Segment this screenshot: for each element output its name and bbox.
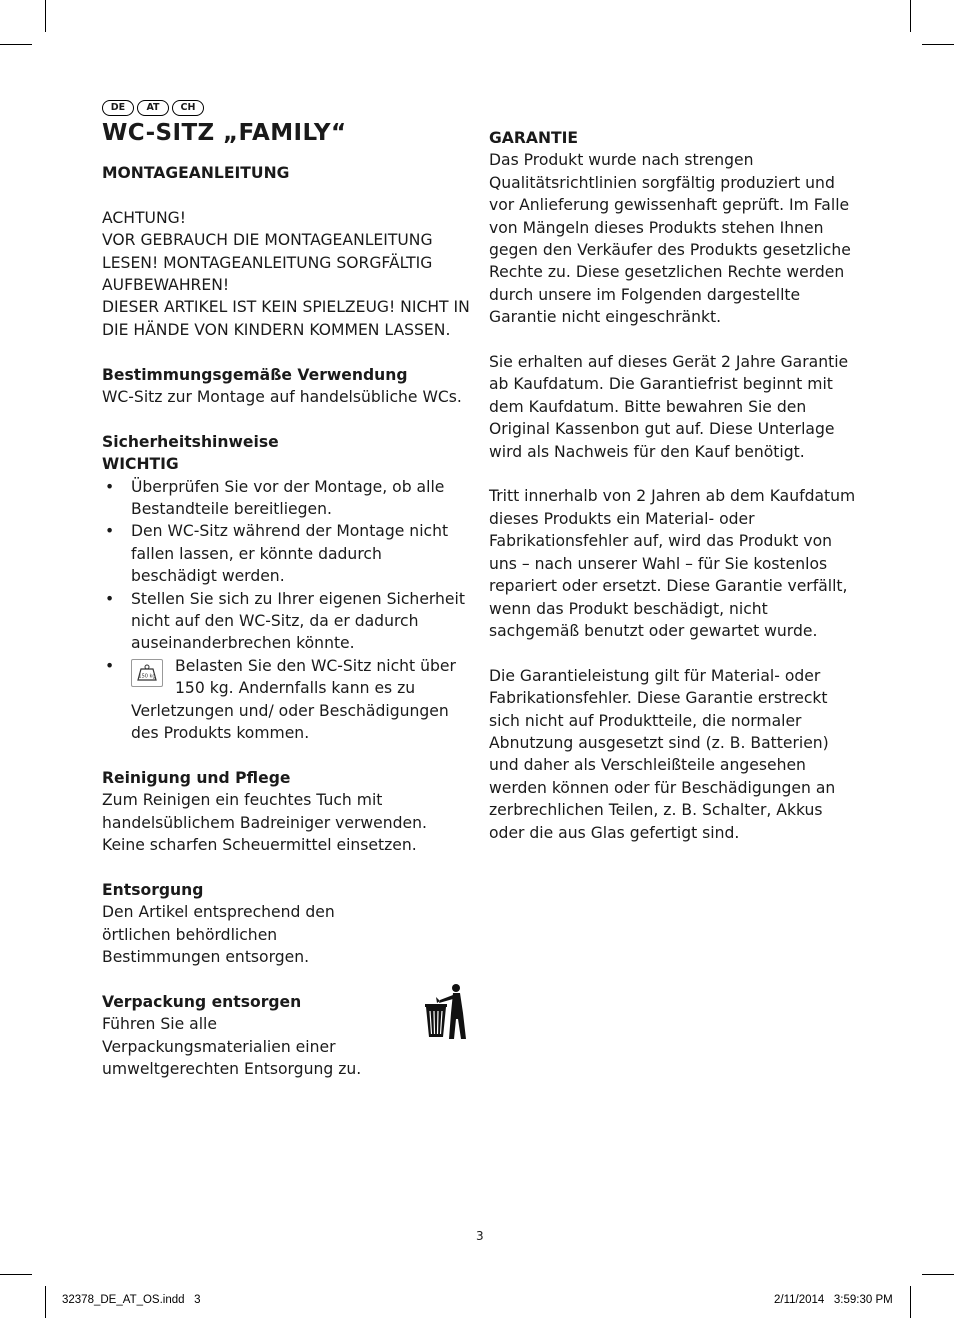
- packaging-text: Führen Sie alle Verpackungsmaterialien einer umweltgerechten Entsorgung zu.: [102, 1015, 362, 1079]
- cleaning-heading: Reinigung und Pflege: [102, 768, 291, 787]
- crop-mark: [45, 1286, 46, 1318]
- weight-bullet-line1: Belasten Sie den WC-Sitz nicht über: [175, 656, 456, 675]
- slug-timestamp: 2/11/2014 3:59:30 PM: [774, 1294, 893, 1306]
- warranty-paragraph: Das Produkt wurde nach strengen Qualitätsrichtlinien sorgfältig produziert und vor Anlieferung gewissenhaft geprüft. Im Falle von Mängeln dieses Produkts stehen Ihnen gegen den Verkäufer des Produkts gesetzliche Rechte zu. Diese gesetzlichen Rechte werden durch unsere im Folgenden dargestellte Garantie nicht eingeschränkt.: [489, 151, 851, 327]
- list-item: • Den WC-Sitz während der Montage nicht fallen lassen, er könnte dadurch beschädigt werden.: [102, 520, 472, 587]
- warranty-paragraph: Sie erhalten auf dieses Gerät 2 Jahre Garantie ab Kaufdatum. Die Garantiefrist beginnt mit dem Kaufdatum. Bitte bewahren Sie den Original Kassenbon gut auf. Diese Unterlage wird als Nachweis für den Kauf benötigt.: [489, 353, 849, 461]
- packaging-section: [102, 991, 472, 1081]
- crop-mark: [910, 1286, 911, 1318]
- svg-text:150 kg: • 150 kg: [138, 673, 156, 680]
- warranty-paragraph: Die Garantieleistung gilt für Material- oder Fabrikationsfehler. Diese Garantie erstreckt sich nicht auf Produktteile, die normaler Abnutzung ausgesetzt sind (z. B. Batterien) und daher als Verschleißteile angesehen werden können oder für Beschädigungen an zerbrechlichen Teilen, z. B. Schalter, Akkus oder die aus Glas gefertigt sind.: [489, 666, 836, 842]
- crop-mark: [0, 1274, 32, 1275]
- crop-mark: [0, 44, 32, 45]
- page-number: 3: [476, 1229, 484, 1243]
- list-item: • Überprüfen Sie vor der Montage, ob alle Bestandteile bereitliegen.: [102, 476, 472, 521]
- safety-heading: Sicherheitshinweise: [102, 432, 279, 451]
- weight-bullet-rest: Verletzungen und/ oder Beschädigungen des Produkts kommen.: [131, 701, 449, 743]
- crop-mark: [922, 1274, 954, 1275]
- warning-line: VOR GEBRAUCH DIE MONTAGEANLEITUNG LESEN! MONTAGEANLEITUNG SORGFÄLTIG AUFBEWAHREN!: [102, 231, 433, 295]
- packaging-heading: Verpackung entsorgen: [102, 992, 302, 1011]
- country-badges: [102, 100, 472, 116]
- warning-line: ACHTUNG!: [102, 208, 186, 227]
- warranty-paragraph: Tritt innerhalb von 2 Jahren ab dem Kaufdatum dieses Produkts ein Material- oder Fabrikationsfehler auf, wird das Produkt von uns – nach unserer Wahl – für Sie kostenlos repariert oder ersetzt. Diese Garantie verfällt, wenn das Produkt beschädigt, nicht sachgemäß benutzt oder gewartet wurde.: [489, 487, 856, 640]
- safety-list: [102, 476, 472, 745]
- list-item-weight: [102, 655, 472, 745]
- disposal-text: Den Artikel entsprechend den örtlichen behördlichen Bestimmungen entsorgen.: [102, 903, 335, 967]
- safety-subheading: WICHTIG: [102, 455, 179, 474]
- cleaning-text: Zum Reinigen ein feuchtes Tuch mit handelsüblichem Badreiniger verwenden. Keine scharfen Scheuermittel einsetzen.: [102, 791, 427, 855]
- country-badge-at: AT: [137, 100, 169, 116]
- weight-bullet-line2: 150 kg. Andernfalls kann es zu: [175, 679, 416, 698]
- warranty-heading: GARANTIE: [489, 129, 579, 147]
- disposal-heading: Entsorgung: [102, 880, 204, 899]
- right-column: [489, 127, 859, 844]
- crop-mark: [922, 44, 954, 45]
- weight-150kg-icon: [131, 659, 163, 687]
- slug-file: 32378_DE_AT_OS.indd 3: [62, 1294, 201, 1306]
- country-badge-de: DE: [102, 100, 134, 116]
- intended-use-heading: Bestimmungsgemäße Verwendung: [102, 365, 408, 384]
- assembly-heading: MONTAGEANLEITUNG: [102, 164, 290, 182]
- warning-line: DIESER ARTIKEL IST KEIN SPIELZEUG! NICHT IN DIE HÄNDE VON KINDERN KOMMEN LASSEN.: [102, 298, 470, 339]
- left-column: [102, 100, 472, 1081]
- country-badge-ch: CH: [172, 100, 204, 116]
- crop-mark: [45, 0, 46, 32]
- page-title: WC-SITZ „FAMILY“: [102, 120, 347, 146]
- list-item: • Stellen Sie sich zu Ihrer eigenen Sicherheit nicht auf den WC-Sitz, da er dadurch auseinanderbrechen könnte.: [102, 588, 472, 655]
- intended-use-text: WC-Sitz zur Montage auf handelsübliche WCs.: [102, 388, 462, 407]
- crop-mark: [910, 0, 911, 32]
- tidyman-bin-icon: [420, 983, 468, 1041]
